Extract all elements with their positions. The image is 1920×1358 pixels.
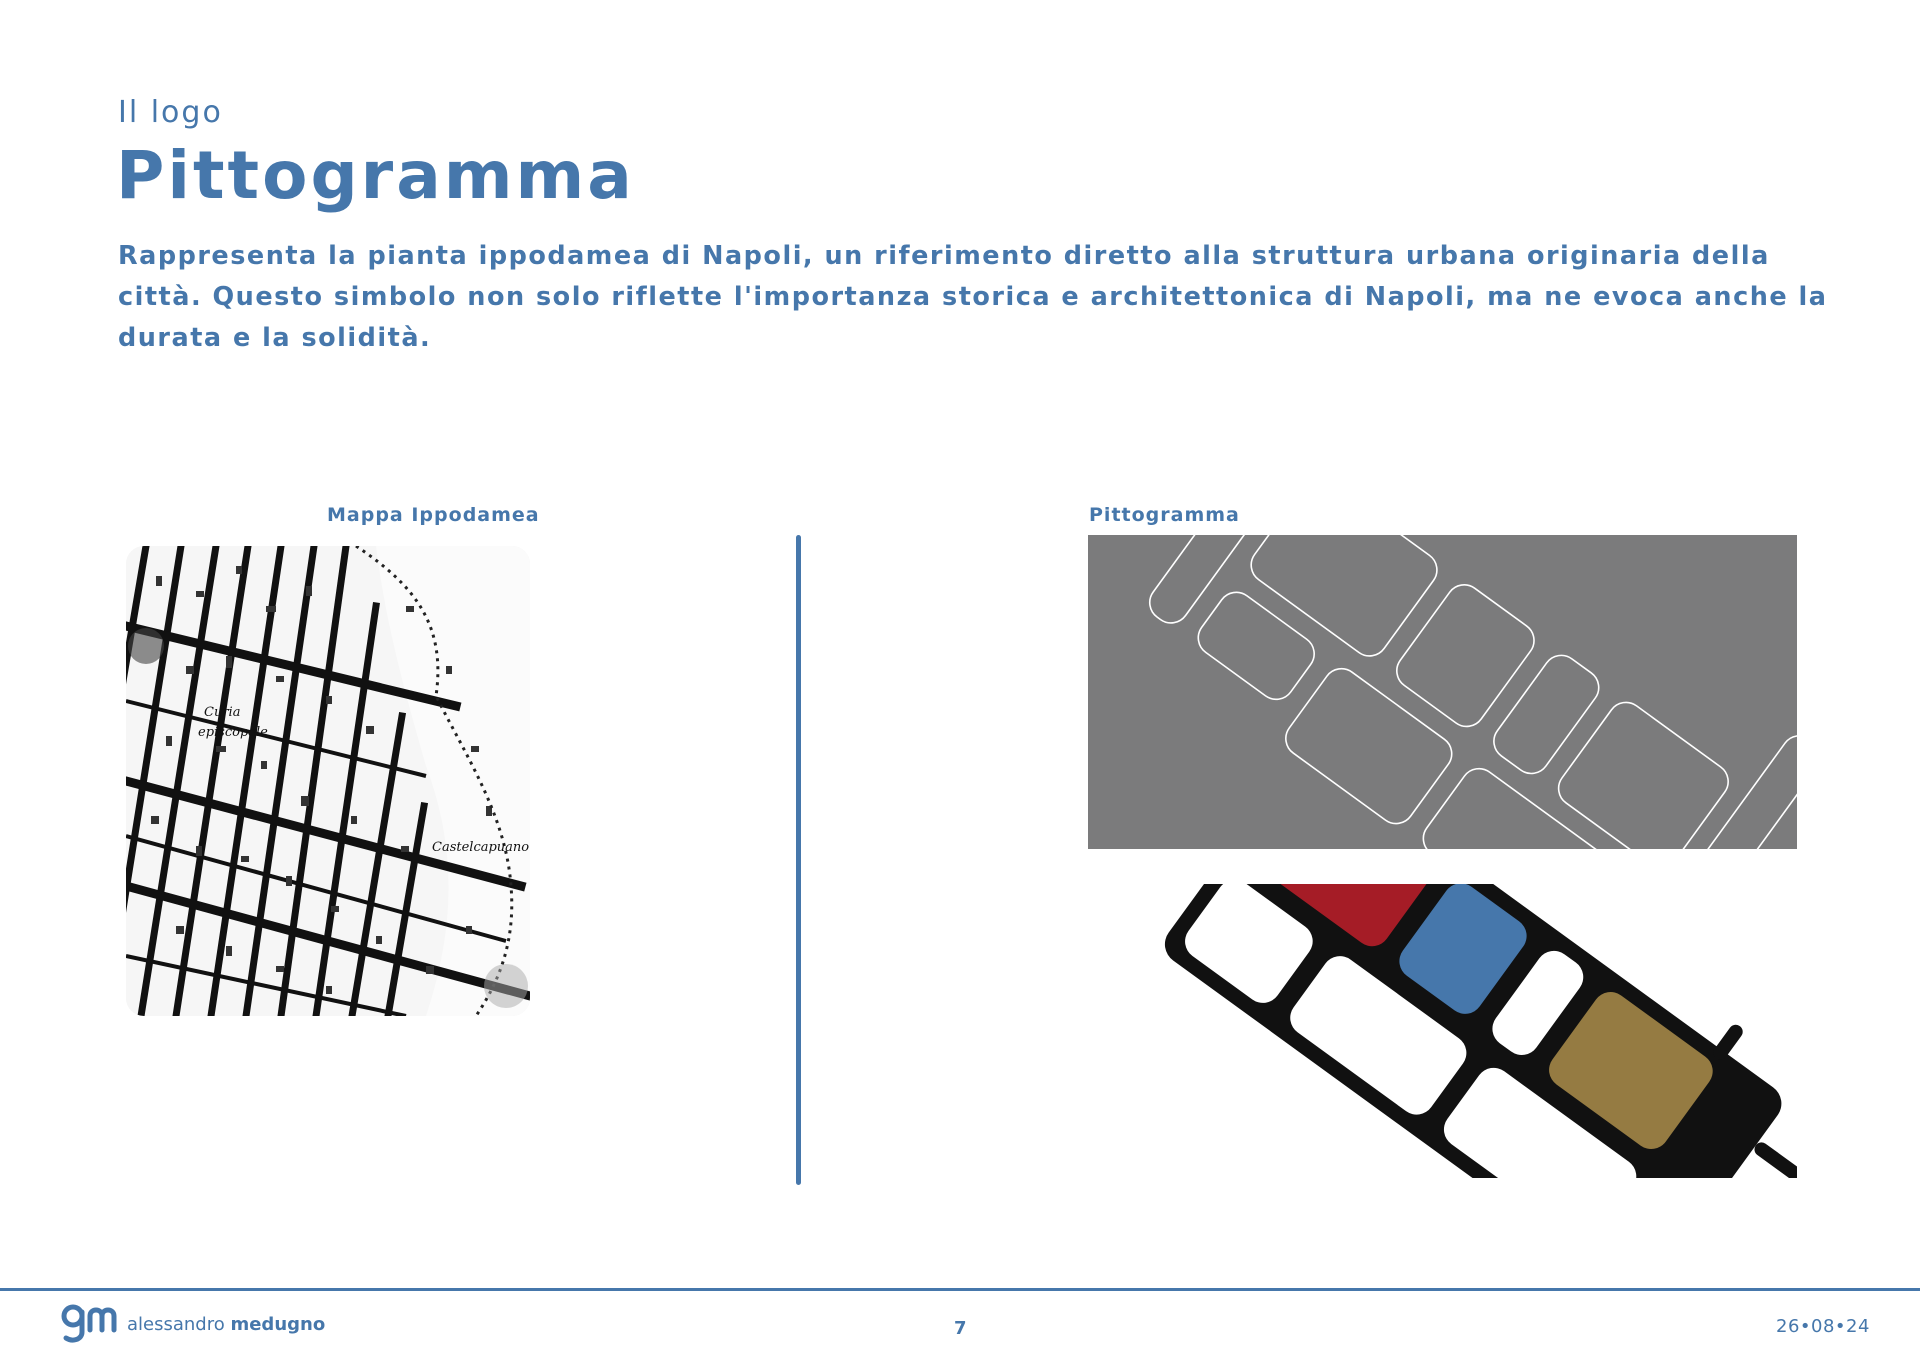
section-kicker: Il logo <box>118 95 223 130</box>
author-first-name: alessandro <box>127 1314 231 1335</box>
page-title: Pittogramma <box>116 137 635 214</box>
hippodamian-map-image <box>126 546 530 1016</box>
map-word-curia: Curia <box>204 705 241 720</box>
pictogram-outline <box>1088 535 1797 849</box>
intro-paragraph: Rappresenta la pianta ippodamea di Napoli, un riferimento diretto alla struttura urbana originaria della città. Questo simbolo non solo riflette l'importanza storica e architettonica di Napoli, ma ne evoca anche la durata e la solidità. <box>118 241 1828 353</box>
map-word-castelcapuano: Castelcapuano <box>432 840 530 855</box>
picto-label: Pittogramma <box>1089 504 1240 526</box>
am-monogram-logo <box>60 1302 118 1344</box>
footer-author <box>127 1314 325 1335</box>
map-label: Mappa Ippodamea <box>327 504 540 526</box>
pictogram-color <box>1088 884 1797 1178</box>
author-last-name: medugno <box>230 1314 326 1335</box>
map-word-episcopale: episcopale <box>198 725 268 740</box>
pictogram-outline-panel <box>1088 535 1797 849</box>
page-number: 7 <box>954 1318 967 1339</box>
map-drawing <box>126 546 530 1016</box>
footer-date: 26•08•24 <box>1776 1316 1870 1337</box>
pictogram-color-panel <box>1088 884 1797 1178</box>
vertical-divider <box>796 535 801 1185</box>
footer-rule <box>0 1288 1920 1291</box>
